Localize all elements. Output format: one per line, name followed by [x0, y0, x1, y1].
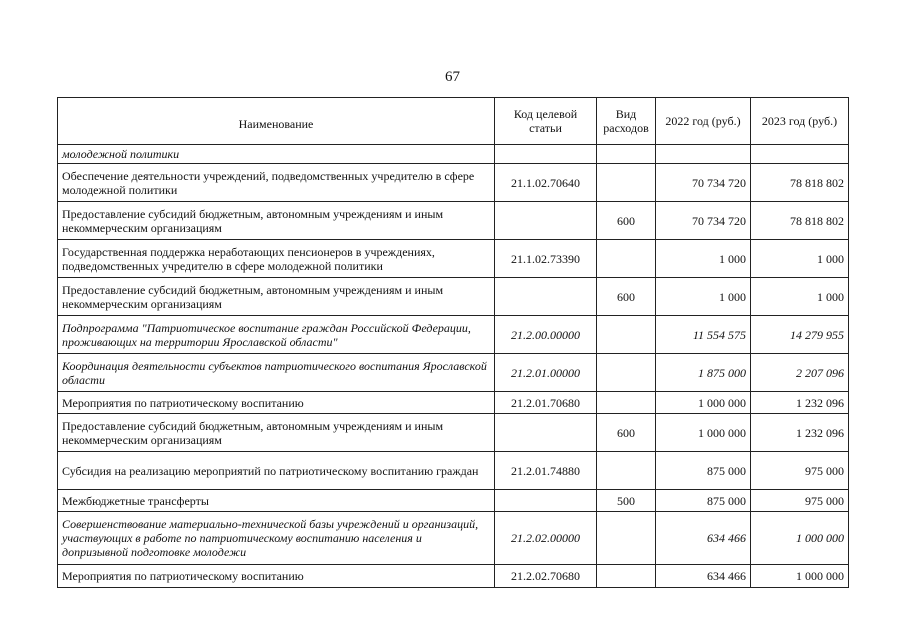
- row-2022: 1 000 000: [656, 414, 751, 452]
- row-2022: 70 734 720: [656, 164, 751, 202]
- row-code: 21.2.01.70680: [495, 392, 597, 414]
- table-row: [58, 202, 849, 240]
- header-code: Код целевой статьи: [495, 98, 597, 145]
- row-kind: [597, 512, 656, 565]
- row-2022: 634 466: [656, 565, 751, 588]
- table-header-row: [58, 98, 849, 145]
- row-name: Обеспечение деятельности учреждений, подведомственных учредителю в сфере молодежной политики: [58, 164, 495, 202]
- row-kind: [597, 354, 656, 392]
- row-2022: 875 000: [656, 452, 751, 490]
- row-kind: [597, 316, 656, 354]
- row-2023: 1 232 096: [751, 392, 849, 414]
- table-row: [58, 452, 849, 490]
- row-name: Совершенствование материально-технической базы учреждений и организаций, участвующих в работе по патриотическому воспитанию населения и допризывной подготовке молодежи: [58, 512, 495, 565]
- row-2023: 1 000: [751, 240, 849, 278]
- row-name: Межбюджетные трансферты: [58, 490, 495, 512]
- row-2023: 78 818 802: [751, 202, 849, 240]
- table-row: [58, 278, 849, 316]
- row-code: 21.2.02.70680: [495, 565, 597, 588]
- row-code: [495, 490, 597, 512]
- row-name: Мероприятия по патриотическому воспитанию: [58, 392, 495, 414]
- row-name: Предоставление субсидий бюджетным, автономным учреждениям и иным некоммерческим организациям: [58, 202, 495, 240]
- row-code: 21.2.01.74880: [495, 452, 597, 490]
- row-name: Координация деятельности субъектов патриотического воспитания Ярославской области: [58, 354, 495, 392]
- row-kind: [597, 145, 656, 164]
- row-2023: 78 818 802: [751, 164, 849, 202]
- page-number: 67: [445, 69, 460, 85]
- row-kind: [597, 392, 656, 414]
- row-code: [495, 278, 597, 316]
- table-row: [58, 392, 849, 414]
- row-kind: [597, 565, 656, 588]
- table-row: [58, 512, 849, 565]
- table-row: [58, 414, 849, 452]
- header-2023: 2023 год (руб.): [751, 98, 849, 145]
- row-2022: 1 000: [656, 240, 751, 278]
- row-2022: 11 554 575: [656, 316, 751, 354]
- row-2023: 975 000: [751, 490, 849, 512]
- row-2023: 14 279 955: [751, 316, 849, 354]
- row-code: 21.2.01.00000: [495, 354, 597, 392]
- row-2022: 1 000 000: [656, 392, 751, 414]
- row-name: Подпрограмма "Патриотическое воспитание граждан Российской Федерации, проживающих на территории Ярославской области": [58, 316, 495, 354]
- row-kind: 600: [597, 202, 656, 240]
- row-kind: 600: [597, 278, 656, 316]
- row-name: Предоставление субсидий бюджетным, автономным учреждениям и иным некоммерческим организациям: [58, 414, 495, 452]
- row-kind: [597, 240, 656, 278]
- row-2023: 975 000: [751, 452, 849, 490]
- row-2022: 1 000: [656, 278, 751, 316]
- row-2022: 875 000: [656, 490, 751, 512]
- header-2022: 2022 год (руб.): [656, 98, 751, 145]
- header-kind: Вид расходов: [597, 98, 656, 145]
- row-name: Мероприятия по патриотическому воспитанию: [58, 565, 495, 588]
- row-kind: [597, 164, 656, 202]
- row-2022: 1 875 000: [656, 354, 751, 392]
- row-name: Государственная поддержка неработающих пенсионеров в учреждениях, подведомственных учредителю в сфере молодежной политики: [58, 240, 495, 278]
- table-row: [58, 490, 849, 512]
- row-2023: 1 232 096: [751, 414, 849, 452]
- table-row: [58, 565, 849, 588]
- row-code: [495, 414, 597, 452]
- row-code: 21.2.02.00000: [495, 512, 597, 565]
- row-2022: 70 734 720: [656, 202, 751, 240]
- row-kind: 500: [597, 490, 656, 512]
- table-row: [58, 240, 849, 278]
- row-code: [495, 145, 597, 164]
- row-2023: 1 000 000: [751, 512, 849, 565]
- row-name: Субсидия на реализацию мероприятий по патриотическому воспитанию граждан: [58, 452, 495, 490]
- row-2023: 1 000 000: [751, 565, 849, 588]
- row-2022: 634 466: [656, 512, 751, 565]
- row-name: молодежной политики: [58, 145, 495, 164]
- row-2022: [656, 145, 751, 164]
- table-row: [58, 354, 849, 392]
- row-2023: [751, 145, 849, 164]
- row-kind: 600: [597, 414, 656, 452]
- row-2023: 2 207 096: [751, 354, 849, 392]
- budget-table: [57, 97, 849, 588]
- table-row: [58, 145, 849, 164]
- header-name: Наименование: [58, 98, 495, 145]
- row-code: 21.2.00.00000: [495, 316, 597, 354]
- row-code: 21.1.02.70640: [495, 164, 597, 202]
- row-2023: 1 000: [751, 278, 849, 316]
- table-row: [58, 164, 849, 202]
- row-code: [495, 202, 597, 240]
- row-code: 21.1.02.73390: [495, 240, 597, 278]
- table-row: [58, 316, 849, 354]
- row-name: Предоставление субсидий бюджетным, автономным учреждениям и иным некоммерческим организациям: [58, 278, 495, 316]
- row-kind: [597, 452, 656, 490]
